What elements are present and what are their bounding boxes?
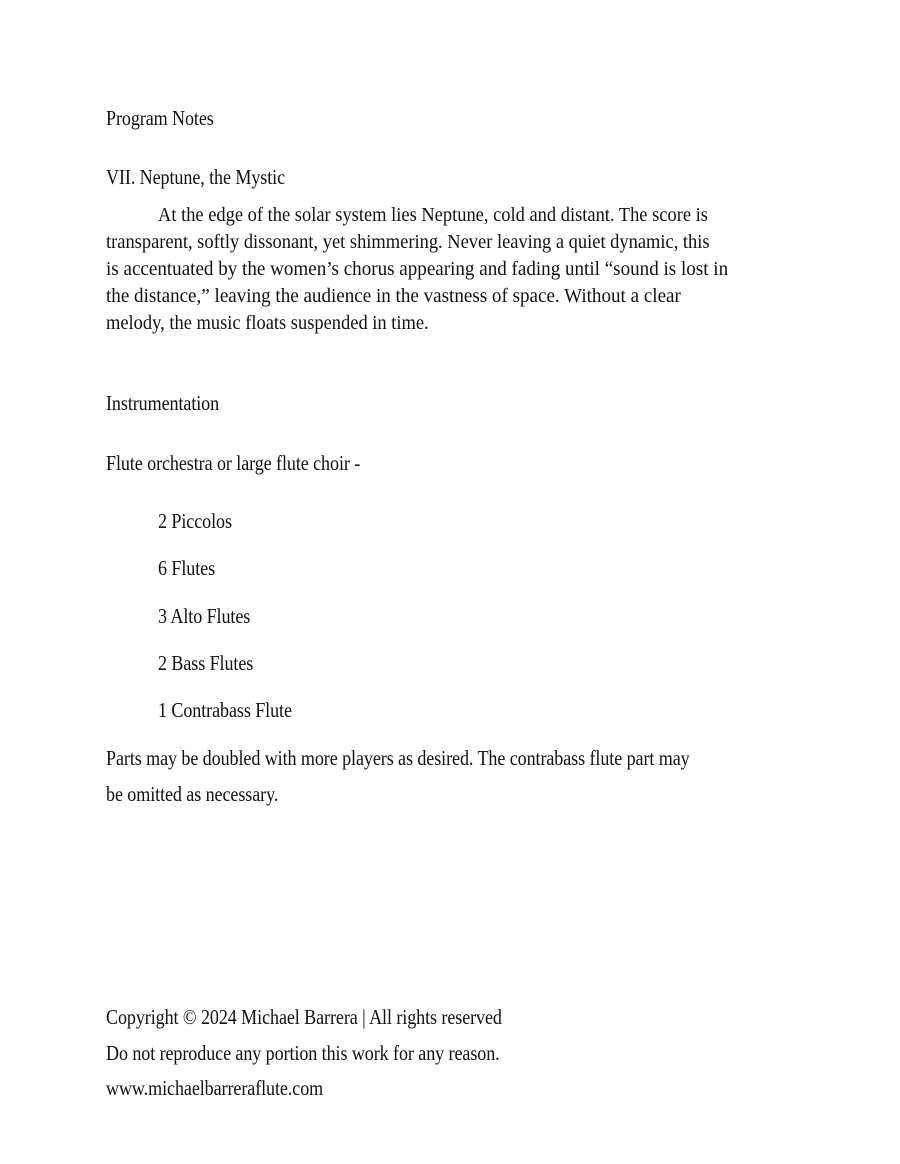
website-link-text[interactable]: www.michaelbarreraflute.com xyxy=(106,1076,324,1100)
instrumentation-heading xyxy=(106,390,237,417)
website-link[interactable] xyxy=(106,1075,358,1102)
copyright-text: Copyright © 2024 Michael Barrera | All rights reserved xyxy=(106,1005,502,1029)
instrument-item xyxy=(158,697,314,724)
instrument-item xyxy=(158,603,265,630)
instrument-item-text: 1 Contrabass Flute xyxy=(158,698,292,722)
paragraph-line-text: is accentuated by the women’s chorus appearing and fading until “sound is lost in xyxy=(106,258,729,280)
instrumentation-intro-text: Flute orchestra or large flute choir - xyxy=(106,451,361,475)
movement-title xyxy=(106,164,314,191)
paragraph-line-text: the distance,” leaving the audience in the vastness of space. Without a clear xyxy=(106,285,681,307)
instrument-item-text: 3 Alto Flutes xyxy=(158,604,251,628)
paragraph-line-text: melody, the music floats suspended in time. xyxy=(106,312,429,334)
paragraph-line xyxy=(106,256,775,283)
paragraph-line-text: transparent, softly dissonant, yet shimmering. Never leaving a quiet dynamic, this xyxy=(106,231,710,253)
reproduction-notice xyxy=(106,1040,564,1067)
note-line xyxy=(106,781,306,808)
movement-title-text: VII. Neptune, the Mystic xyxy=(106,165,286,189)
copyright-line xyxy=(106,1004,566,1031)
paragraph-line-text: At the edge of the solar system lies Neptune, cold and distant. The score is xyxy=(158,204,708,226)
reproduction-notice-text: Do not reproduce any portion this work for any reason. xyxy=(106,1041,500,1065)
program-notes-heading xyxy=(106,105,231,132)
instrument-item xyxy=(158,555,224,582)
instrument-item xyxy=(158,650,269,677)
instrument-item-text: 2 Piccolos xyxy=(158,509,232,533)
instrumentation-intro xyxy=(106,450,402,477)
paragraph-line xyxy=(158,202,769,229)
paragraph-line xyxy=(106,283,724,310)
note-line-text: Parts may be doubled with more players as desired. The contrabass flute part may xyxy=(106,746,690,770)
paragraph-line xyxy=(106,310,465,337)
instrument-item xyxy=(158,508,244,535)
instrument-item-text: 2 Bass Flutes xyxy=(158,651,254,675)
program-notes-heading-text: Program Notes xyxy=(106,106,214,130)
paragraph-line xyxy=(106,229,777,256)
instrumentation-heading-text: Instrumentation xyxy=(106,391,220,415)
instrument-item-text: 6 Flutes xyxy=(158,556,216,580)
note-line xyxy=(106,745,785,772)
note-line-text: be omitted as necessary. xyxy=(106,782,279,806)
